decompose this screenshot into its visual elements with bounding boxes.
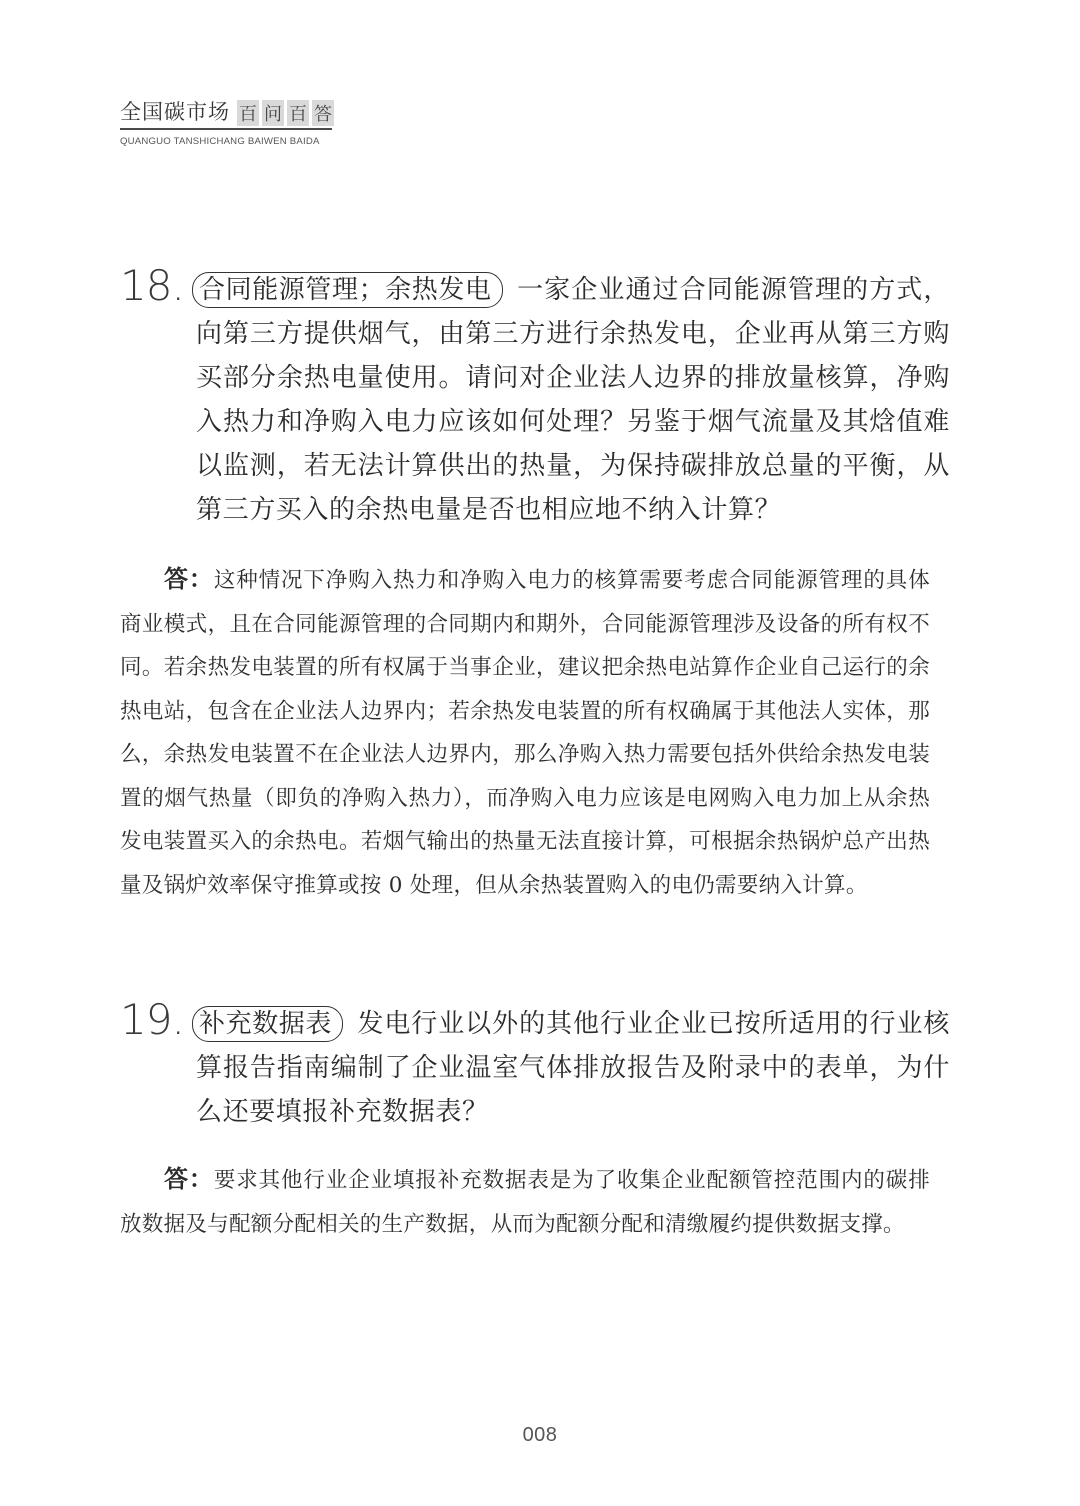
question-text: 发电行业以外的其他行业企业已按所适用的行业核算报告指南编制了企业温室气体排放报告及附录中的表单，为什么还要填报补充数据表？	[196, 1009, 950, 1127]
answer-18	[120, 558, 930, 907]
question-topic-tag: 合同能源管理；余热发电	[192, 272, 503, 308]
answer-19	[120, 1158, 930, 1246]
question-18	[120, 261, 950, 532]
header-box-char: 问	[262, 100, 284, 126]
answer-text: 这种情况下净购入热力和净购入电力的核算需要考虑合同能源管理的具体商业模式，且在合同能源管理的合同期内和期外，合同能源管理涉及设备的所有权不同。若余热发电装置的所有权属于当事企业，建议把余热电站算作企业自己运行的余热电站，包含在企业法人边界内；若余热发电装置的所有权确属于其他法人实体，那么，余热发电装置不在企业法人边界内，那么净购入热力需要包括外供给余热发电装置的烟气热量（即负的净购入热力），而净购入电力应该是电网购入电力加上从余热发电装置买入的余热电。若烟气输出的热量无法直接计算，可根据余热锅炉总产出热量及锅炉效率保守推算或按 0 处理，但从余热装置购入的电仍需要纳入计算。	[120, 568, 930, 898]
question-19	[120, 995, 950, 1134]
header-title	[120, 96, 334, 126]
question-text-block	[196, 268, 950, 532]
question-number: 18.	[120, 261, 184, 310]
page-header	[120, 96, 334, 147]
question-text-block	[196, 1002, 950, 1134]
answer-label: 答：	[164, 565, 214, 593]
page-number: 008	[522, 1424, 558, 1446]
header-box-char: 百	[237, 100, 259, 126]
question-number: 19.	[120, 995, 184, 1044]
header-box-char: 答	[312, 100, 334, 126]
header-box-char: 百	[287, 100, 309, 126]
header-subtitle: QUANGUO TANSHICHANG BAIWEN BAIDA	[120, 136, 320, 147]
header-title-main: 全国碳市场	[120, 100, 230, 124]
answer-label: 答：	[164, 1165, 214, 1193]
header-divider	[120, 128, 332, 130]
header-title-boxes	[234, 100, 334, 126]
answer-text: 要求其他行业企业填报补充数据表是为了收集企业配额管控范围内的碳排放数据及与配额分配相关的生产数据，从而为配额分配和清缴履约提供数据支撑。	[120, 1168, 930, 1237]
question-topic-tag: 补充数据表	[192, 1006, 343, 1042]
question-text: 一家企业通过合同能源管理的方式，向第三方提供烟气，由第三方进行余热发电，企业再从第三方购买部分余热电量使用。请问对企业法人边界的排放量核算，净购入热力和净购入电力应该如何处理？另鉴于烟气流量及其焓值难以监测，若无法计算供出的热量，为保持碳排放总量的平衡，从第三方买入的余热电量是否也相应地不纳入计算？	[196, 275, 950, 525]
